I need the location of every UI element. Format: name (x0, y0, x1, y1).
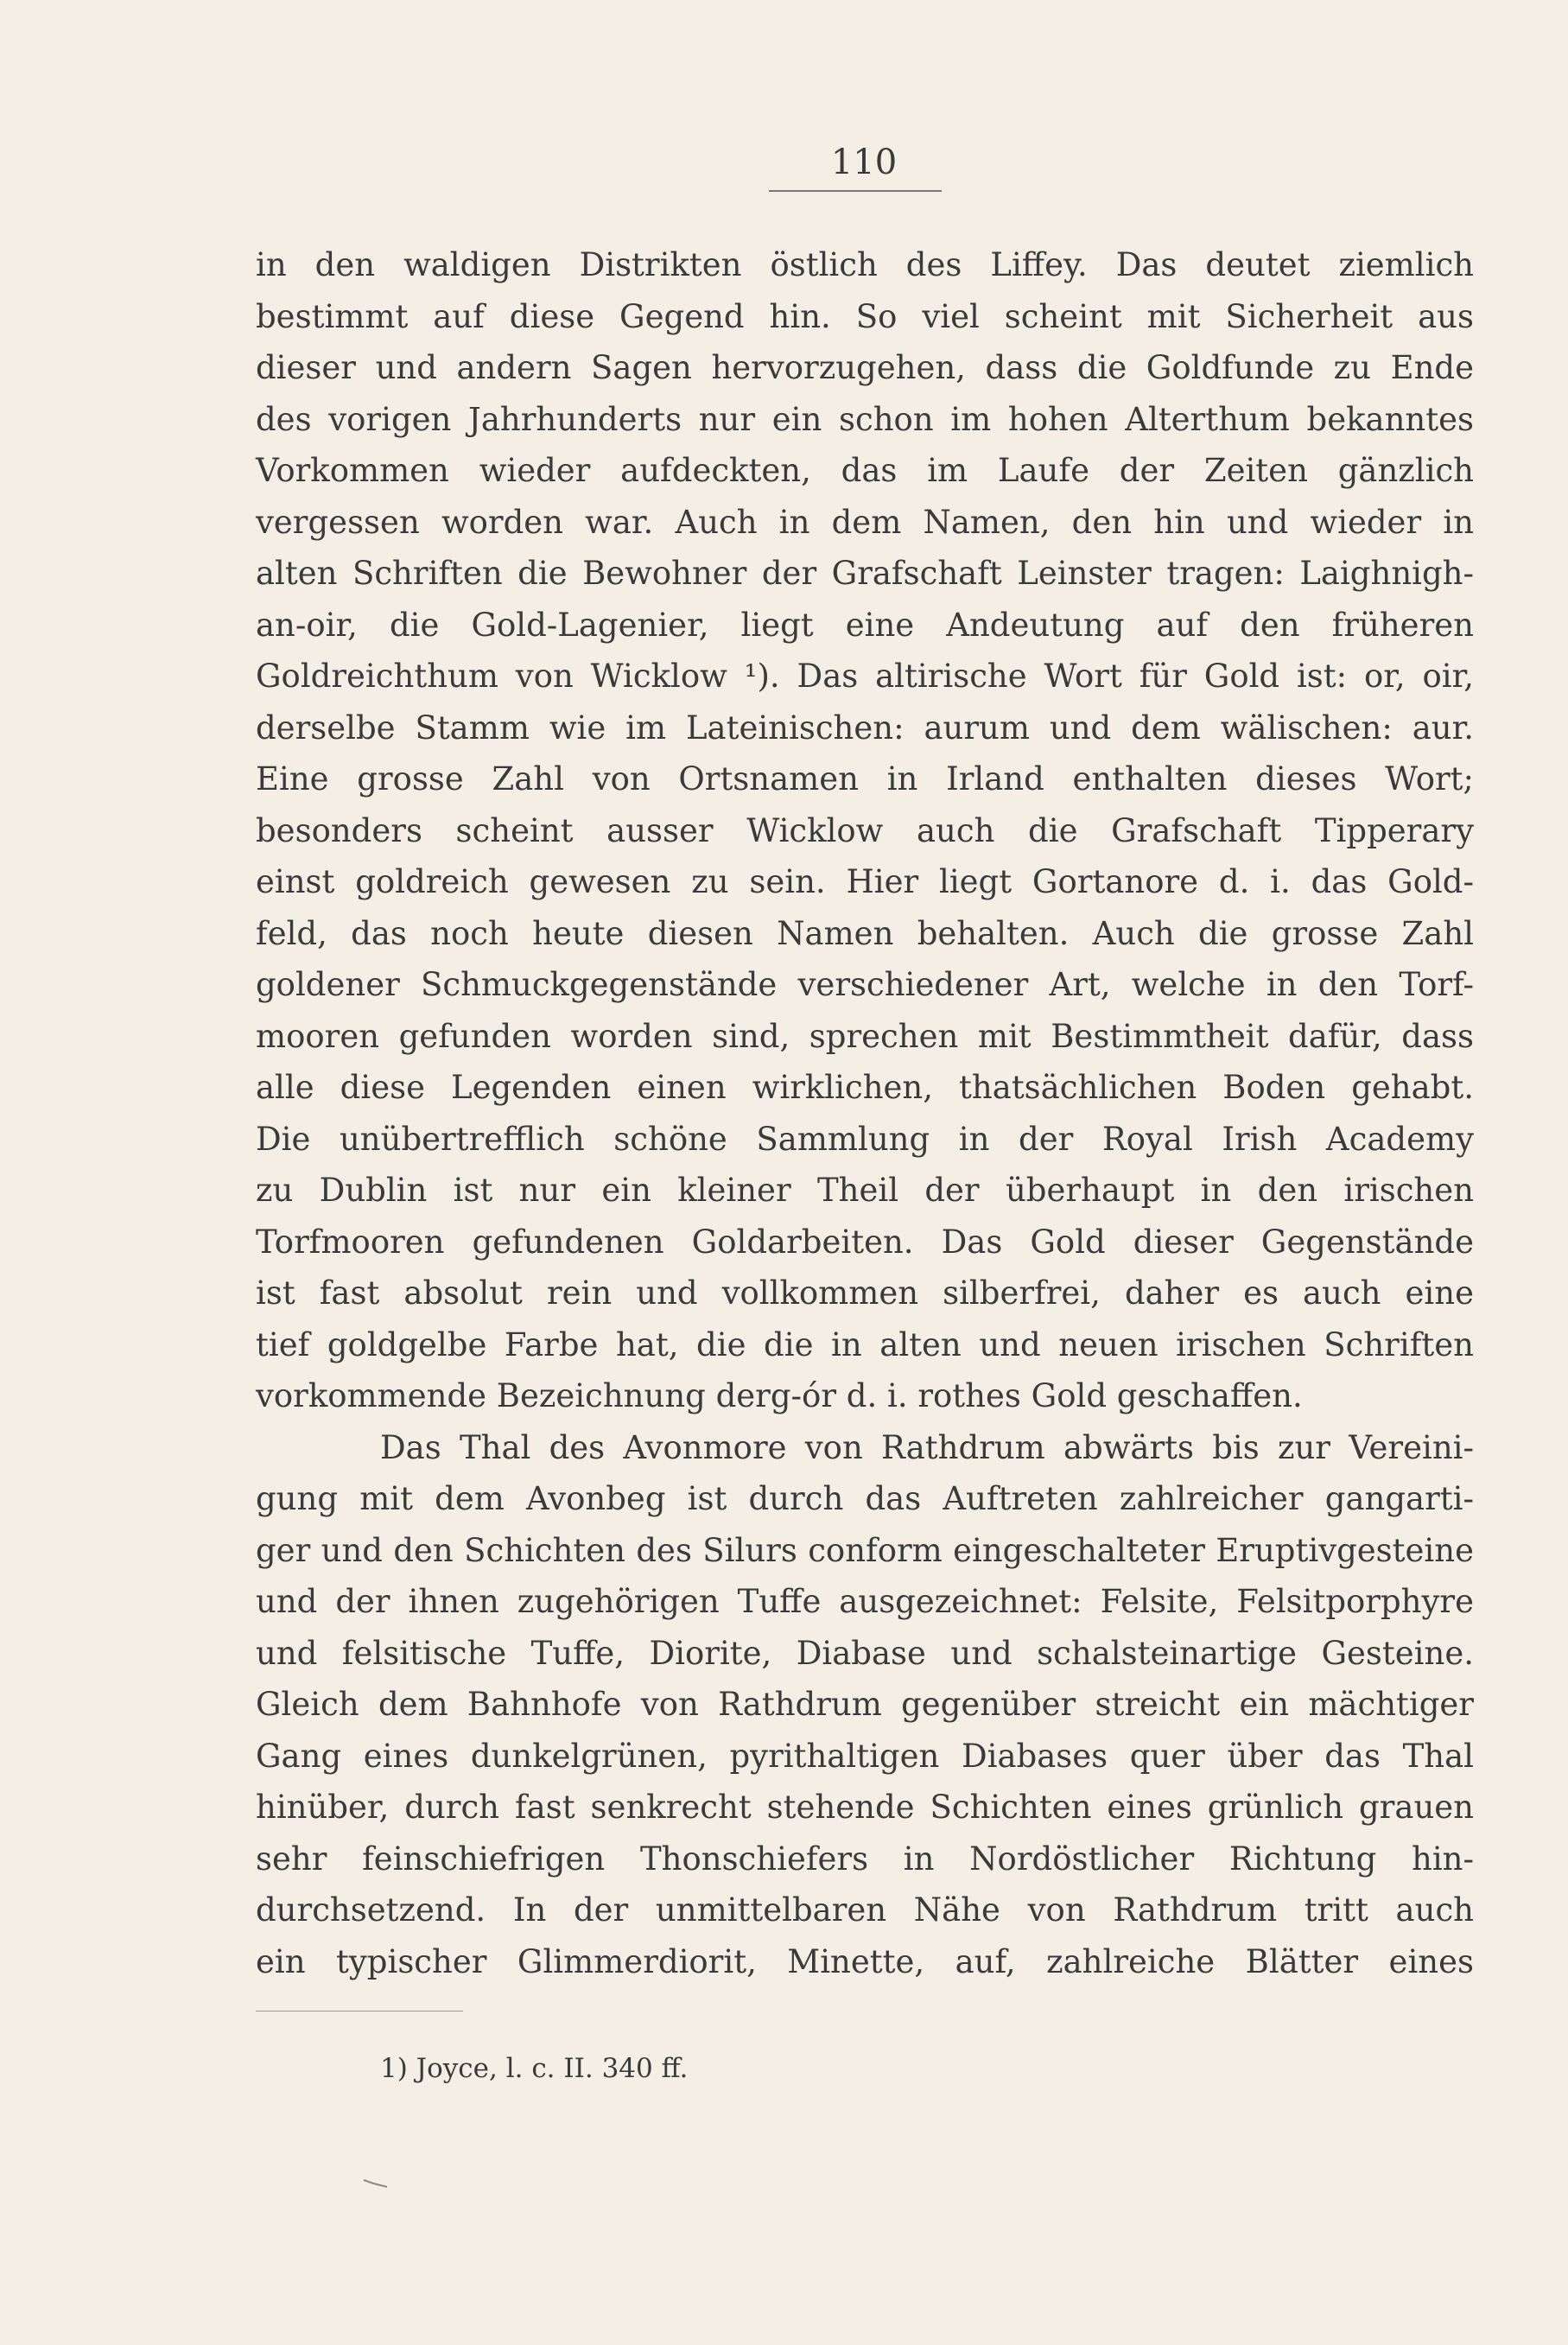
text-line: ein typischer Glimmerdiorit, Minette, auf, zahlreiche Blätter eines (256, 1942, 1474, 1980)
text-line: gung mit dem Avonbeg ist durch das Auftreten zahlreicher gangarti- (256, 1480, 1474, 1517)
text-line: vergessen worden war. Auch in dem Namen, den hin und wieder in (256, 503, 1474, 541)
text-line: goldener Schmuckgegenstände verschiedener Art, welche in den Torf- (256, 966, 1474, 1003)
text-line: und der ihnen zugehörigen Tuffe ausgezeichnet: Felsite, Felsitporphyre (256, 1583, 1474, 1620)
text-line: Torfmooren gefundenen Goldarbeiten. Das Gold dieser Gegenstände (256, 1223, 1474, 1261)
text-line: und felsitische Tuffe, Diorite, Diabase und schalsteinartige Gesteine. (256, 1634, 1474, 1672)
text-line: dieser und andern Sagen hervorzugehen, dass die Goldfunde zu Ende (256, 349, 1474, 386)
footnote: 1) Joyce, l. c. II. 340 ff. (380, 2053, 689, 2084)
text-line: einst goldreich gewesen zu sein. Hier liegt Gortanore d. i. das Gold- (256, 863, 1474, 900)
body-text (256, 239, 1474, 1987)
text-line: durchsetzend. In der unmittelbaren Nähe von Rathdrum tritt auch (256, 1891, 1474, 1929)
stray-ink-mark (363, 2178, 389, 2189)
text-line: Das Thal des Avonmore von Rathdrum abwärts bis zur Vereini- (380, 1428, 1474, 1466)
text-line: derselbe Stamm wie im Lateinischen: aurum und dem wälischen: aur. (256, 709, 1474, 747)
text-line: alten Schriften die Bewohner der Grafschaft Leinster tragen: Laighnigh- (256, 555, 1474, 592)
text-line: ger und den Schichten des Silurs conform eingeschalteter Eruptivgesteine (256, 1531, 1474, 1569)
text-line: vorkommende Bezeichnung derg-ór d. i. rothes Gold geschaffen. (256, 1377, 1303, 1414)
text-line: ist fast absolut rein und vollkommen silberfrei, daher es auch eine (256, 1274, 1474, 1312)
text-line: in den waldigen Distrikten östlich des Liffey. Das deutet ziemlich (256, 246, 1474, 283)
text-line: Goldreichthum von Wicklow ¹). Das altirische Wort für Gold ist: or, oir, (256, 658, 1474, 695)
text-line: des vorigen Jahrhunderts nur ein schon im hohen Alterthum bekanntes (256, 400, 1474, 438)
text-line: sehr feinschiefrigen Thonschiefers in Nordöstlicher Richtung hin- (256, 1840, 1474, 1878)
text-line: zu Dublin ist nur ein kleiner Theil der überhaupt in den irischen (256, 1172, 1474, 1209)
text-line: Eine grosse Zahl von Ortsnamen in Irland enthalten dieses Wort; (256, 760, 1474, 798)
text-line: feld, das noch heute diesen Namen behalten. Auch die grosse Zahl (256, 914, 1474, 952)
text-line: besonders scheint ausser Wicklow auch die Grafschaft Tipperary (256, 811, 1474, 849)
text-line: tief goldgelbe Farbe hat, die die in alten und neuen irischen Schriften (256, 1325, 1474, 1363)
page-number: 110 (830, 143, 898, 182)
text-line: bestimmt auf diese Gegend hin. So viel scheint mit Sicherheit aus (256, 297, 1474, 335)
text-line: an-oir, die Gold-Lagenier, liegt eine Andeutung auf den früheren (256, 606, 1474, 644)
text-line: Vorkommen wieder aufdeckten, das im Laufe der Zeiten gänzlich (256, 452, 1474, 489)
text-line: Die unübertrefflich schöne Sammlung in der Royal Irish Academy (256, 1120, 1474, 1158)
text-line: mooren gefunden worden sind, sprechen mit Bestimmtheit dafür, dass (256, 1017, 1474, 1055)
header-rule (769, 190, 942, 192)
text-line: hinüber, durch fast senkrecht stehende Schichten eines grünlich grauen (256, 1789, 1474, 1826)
text-line: alle diese Legenden einen wirklichen, thatsächlichen Boden gehabt. (256, 1069, 1474, 1106)
text-line: Gleich dem Bahnhofe von Rathdrum gegenüber streicht ein mächtiger (256, 1686, 1474, 1723)
text-line: Gang eines dunkelgrünen, pyrithaltigen Diabases quer über das Thal (256, 1737, 1474, 1775)
